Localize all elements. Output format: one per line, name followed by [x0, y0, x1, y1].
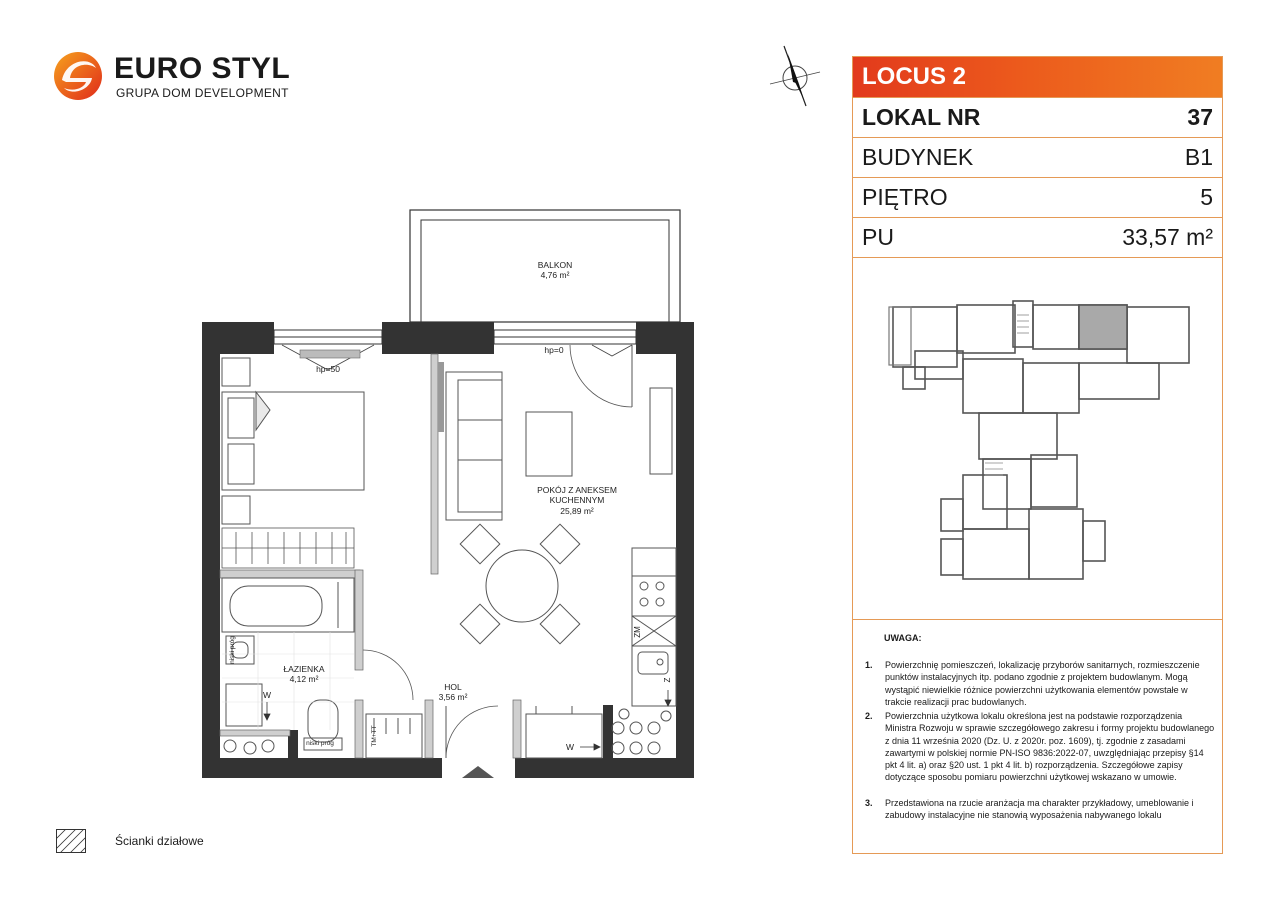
info-label: PU: [862, 224, 894, 250]
meter-w-label: W: [262, 690, 272, 700]
low-threshold-label: niski próg: [306, 740, 334, 747]
living-room-area: 25,89 m²: [560, 506, 594, 516]
info-label: PIĘTRO: [862, 184, 948, 210]
legend-label: Ścianki działowe: [115, 834, 204, 848]
note-text: Powierzchnię pomieszczeń, lokalizację przyborów sanitarnych, rozmieszczenie punktów instalacyjnych itp. podano zgodnie z projektem budowlanym. Mogą wystąpić niewielkie różnice powierzchni użytkowania elementów powstałe w trakcie realizacji prac budowlanych.: [885, 660, 1200, 707]
bathroom-area: 4,12 m²: [289, 674, 319, 684]
north-arrow-icon: [768, 44, 822, 108]
door-sill-height: hp=0: [544, 345, 564, 355]
note-text: Powierzchnia użytkowa lokalu określona jest na podstawie rozporządzenia Ministra Rozwoju w sprawie szczegółowego zakresu i formy projektu budowlanego z dnia 11 września 2020 (Dz. U. z 2020r. poz. 1609), tj. zgodnie z zasadami zawartymi w polskiej normie PN-ISO 9836:2022-07, uwzględniając przepisy §14 pkt 4 lit. a) oraz §20 ust. 1 pkt 4 lit. b) rozporządzenia. Szczegółowe zapisy dotyczące sposobu pomiaru powierzchni użytkowej wskazano w umowie.: [885, 711, 1215, 783]
bathroom-tiles: [222, 632, 354, 730]
info-row-pietro: [853, 178, 1222, 218]
info-label: LOKAL NR: [862, 104, 981, 130]
bathroom-door-swing: [363, 650, 413, 700]
zm-label: ZM: [633, 626, 642, 638]
living-room-name: POKÓJ Z ANEKSEM: [537, 485, 617, 495]
bathroom-name: ŁAZIENKA: [283, 664, 325, 674]
floor-key-plan: [853, 259, 1222, 620]
tmtt-label: TM+TT: [371, 725, 378, 747]
apartment-info-panel: [852, 56, 1223, 854]
note-number: 1.: [865, 660, 873, 670]
exterior-walls: [202, 322, 694, 778]
note-number: 2.: [865, 711, 873, 721]
wardrobe: [222, 528, 354, 568]
sofa: [446, 372, 502, 520]
info-value: B1: [1184, 144, 1213, 170]
key-plan-drawing: [853, 259, 1222, 619]
coffee-table: [526, 412, 572, 476]
low-threshold-label: niski próg: [229, 636, 236, 664]
living-room-name-line2: KUCHENNYM: [549, 495, 605, 505]
current-unit-highlight: [1079, 305, 1127, 349]
info-label: BUDYNEK: [862, 144, 974, 170]
radiator: [438, 362, 444, 432]
brand-name: EURO STYL: [114, 52, 291, 85]
meter-w-label: W: [565, 742, 575, 752]
info-row-budynek: [853, 138, 1222, 178]
info-value: 37: [1187, 104, 1213, 130]
partition-wall-legend-swatch: [56, 829, 86, 853]
project-name: LOCUS 2: [862, 63, 967, 90]
notes-title: UWAGA:: [884, 633, 922, 643]
info-row-pu: [853, 218, 1222, 258]
bed: [222, 358, 364, 524]
dining-set: [460, 524, 580, 644]
brand-subtitle: GRUPA DOM DEVELOPMENT: [116, 86, 289, 100]
balcony-area: 4,76 m²: [540, 270, 570, 280]
balcony-name: BALKON: [537, 260, 573, 270]
info-value: 5: [1200, 184, 1213, 210]
note-text: Przedstawiona na rzucie aranżacja ma charakter przykładowy, umeblowanie i zabudowy instalacyjne nie stanowią wyposażenia nabywanego lokalu: [885, 798, 1194, 821]
balcony-door-swing: [570, 345, 632, 407]
hall-name: HOL: [444, 682, 462, 692]
entrance-marker-icon: [462, 766, 494, 778]
window-sill-height: hp=50: [316, 364, 340, 374]
tv-cabinet: [650, 388, 672, 474]
entrance-door-swing: [446, 706, 498, 758]
info-value: 33,57 m²: [1122, 224, 1213, 250]
hall-area: 3,56 m²: [438, 692, 468, 702]
info-row-lokal: [853, 98, 1222, 138]
z-label: Z: [663, 677, 672, 683]
note-number: 3.: [865, 798, 873, 808]
apartment-floor-plan: [195, 205, 705, 785]
project-title-row: [853, 57, 1222, 98]
